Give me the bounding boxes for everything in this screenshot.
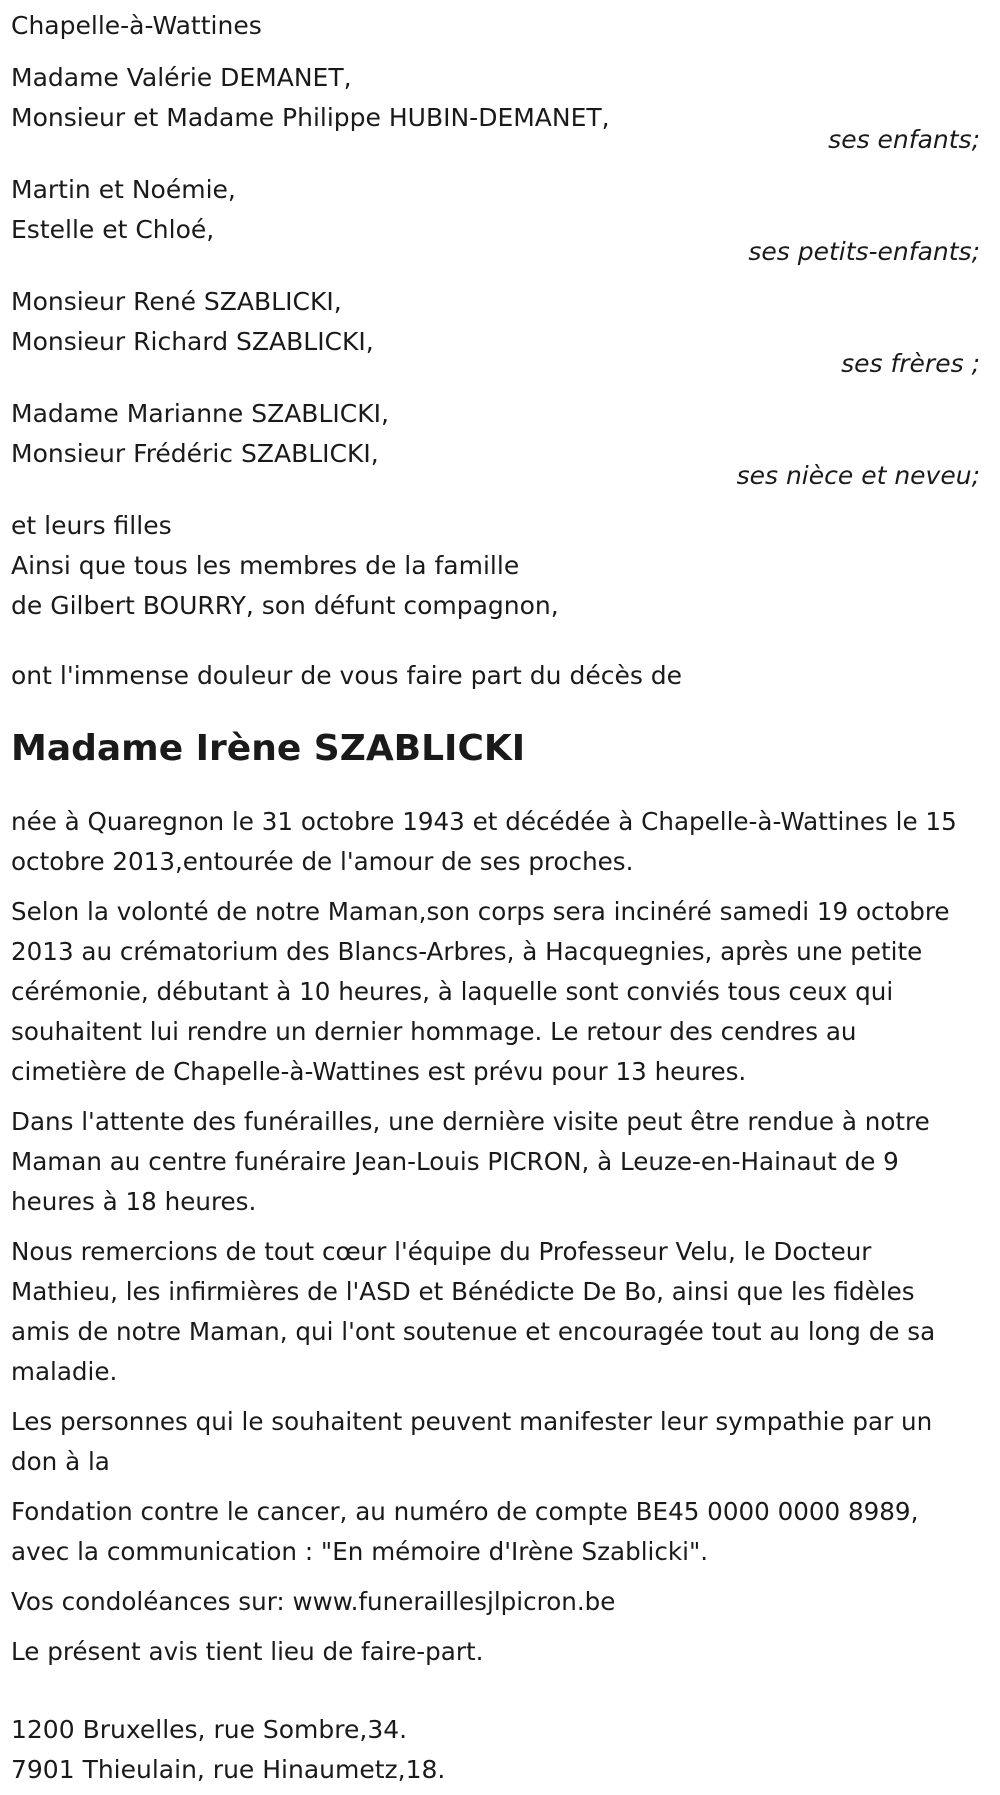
family-member-line: Estelle et Chloé, [11,215,215,244]
announcement-text: ont l'immense douleur de vous faire part du décès de [11,661,683,690]
deceased-name: Madame Irène SZABLICKI [11,728,526,769]
family-member-line: Madame Valérie DEMANET, [11,63,352,92]
condolences-paragraph: Vos condoléances sur: www.funeraillesjlpicron.be [11,1587,616,1616]
family-member-line: Martin et Noémie, [11,175,236,204]
address-line: 7901 Thieulain, rue Hinaumetz,18. [11,1755,446,1784]
address-line: 1200 Bruxelles, rue Sombre,34. [11,1715,408,1744]
family-line: de Gilbert BOURRY, son défunt compagnon, [11,591,559,620]
family-member-line: Monsieur René SZABLICKI, [11,287,342,316]
family-member-line: Madame Marianne SZABLICKI, [11,399,389,428]
town-heading: Chapelle-à-Wattines [11,11,262,40]
notice-paragraph: Le présent avis tient lieu de faire-part. [11,1637,484,1666]
family-member-line: Monsieur Frédéric SZABLICKI, [11,439,379,468]
visit-paragraph: Dans l'attente des funérailles, une dernière visite peut être rendue à notre Maman au centre funéraire Jean-Louis PICRON, à Leuze-en-Hainaut de 9 heures à 18 heures. [11,1107,930,1216]
family-member-line: Monsieur et Madame Philippe HUBIN-DEMANET, [11,103,610,132]
family-group-children [11,58,990,158]
relationship-label: ses nièce et neveu; [736,461,980,490]
extended-family [11,506,990,626]
family-line: et leurs filles [11,511,172,540]
relationship-label: ses enfants; [828,125,980,154]
birth-death-paragraph: née à Quaregnon le 31 octobre 1943 et décédée à Chapelle-à-Wattines le 15 octobre 2013,entourée de l'amour de ses proches. [11,807,957,876]
ceremony-paragraph: Selon la volonté de notre Maman,son corps sera incinéré samedi 19 octobre 2013 au crématorium des Blancs-Arbres, à Hacquegnies, après une petite cérémonie, débutant à 10 heures, à laquelle sont conviés tous ceux qui souhaitent lui rendre un dernier hommage. Le retour des cendres au cimetière de Chapelle-à-Wattines est prévu pour 13 heures. [11,897,950,1086]
family-line: Ainsi que tous les membres de la famille [11,551,520,580]
thanks-paragraph: Nous remercions de tout cœur l'équipe du Professeur Velu, le Docteur Mathieu, les infirmières de l'ASD et Bénédicte De Bo, ainsi que les fidèles amis de notre Maman, qui l'ont soutenue et encouragée tout au long de sa maladie. [11,1237,936,1386]
foundation-paragraph: Fondation contre le cancer, au numéro de compte BE45 0000 0000 8989, avec la communication : "En mémoire d'Irène Szablicki". [11,1497,919,1566]
family-group-brothers [11,282,990,382]
family-group-niece-nephew [11,394,990,494]
donation-paragraph: Les personnes qui le souhaitent peuvent manifester leur sympathie par un don à la [11,1407,933,1476]
relationship-label: ses frères ; [841,349,980,378]
family-group-grandchildren [11,170,990,270]
relationship-label: ses petits-enfants; [748,237,980,266]
family-member-line: Monsieur Richard SZABLICKI, [11,327,374,356]
spacer [11,1682,990,1710]
